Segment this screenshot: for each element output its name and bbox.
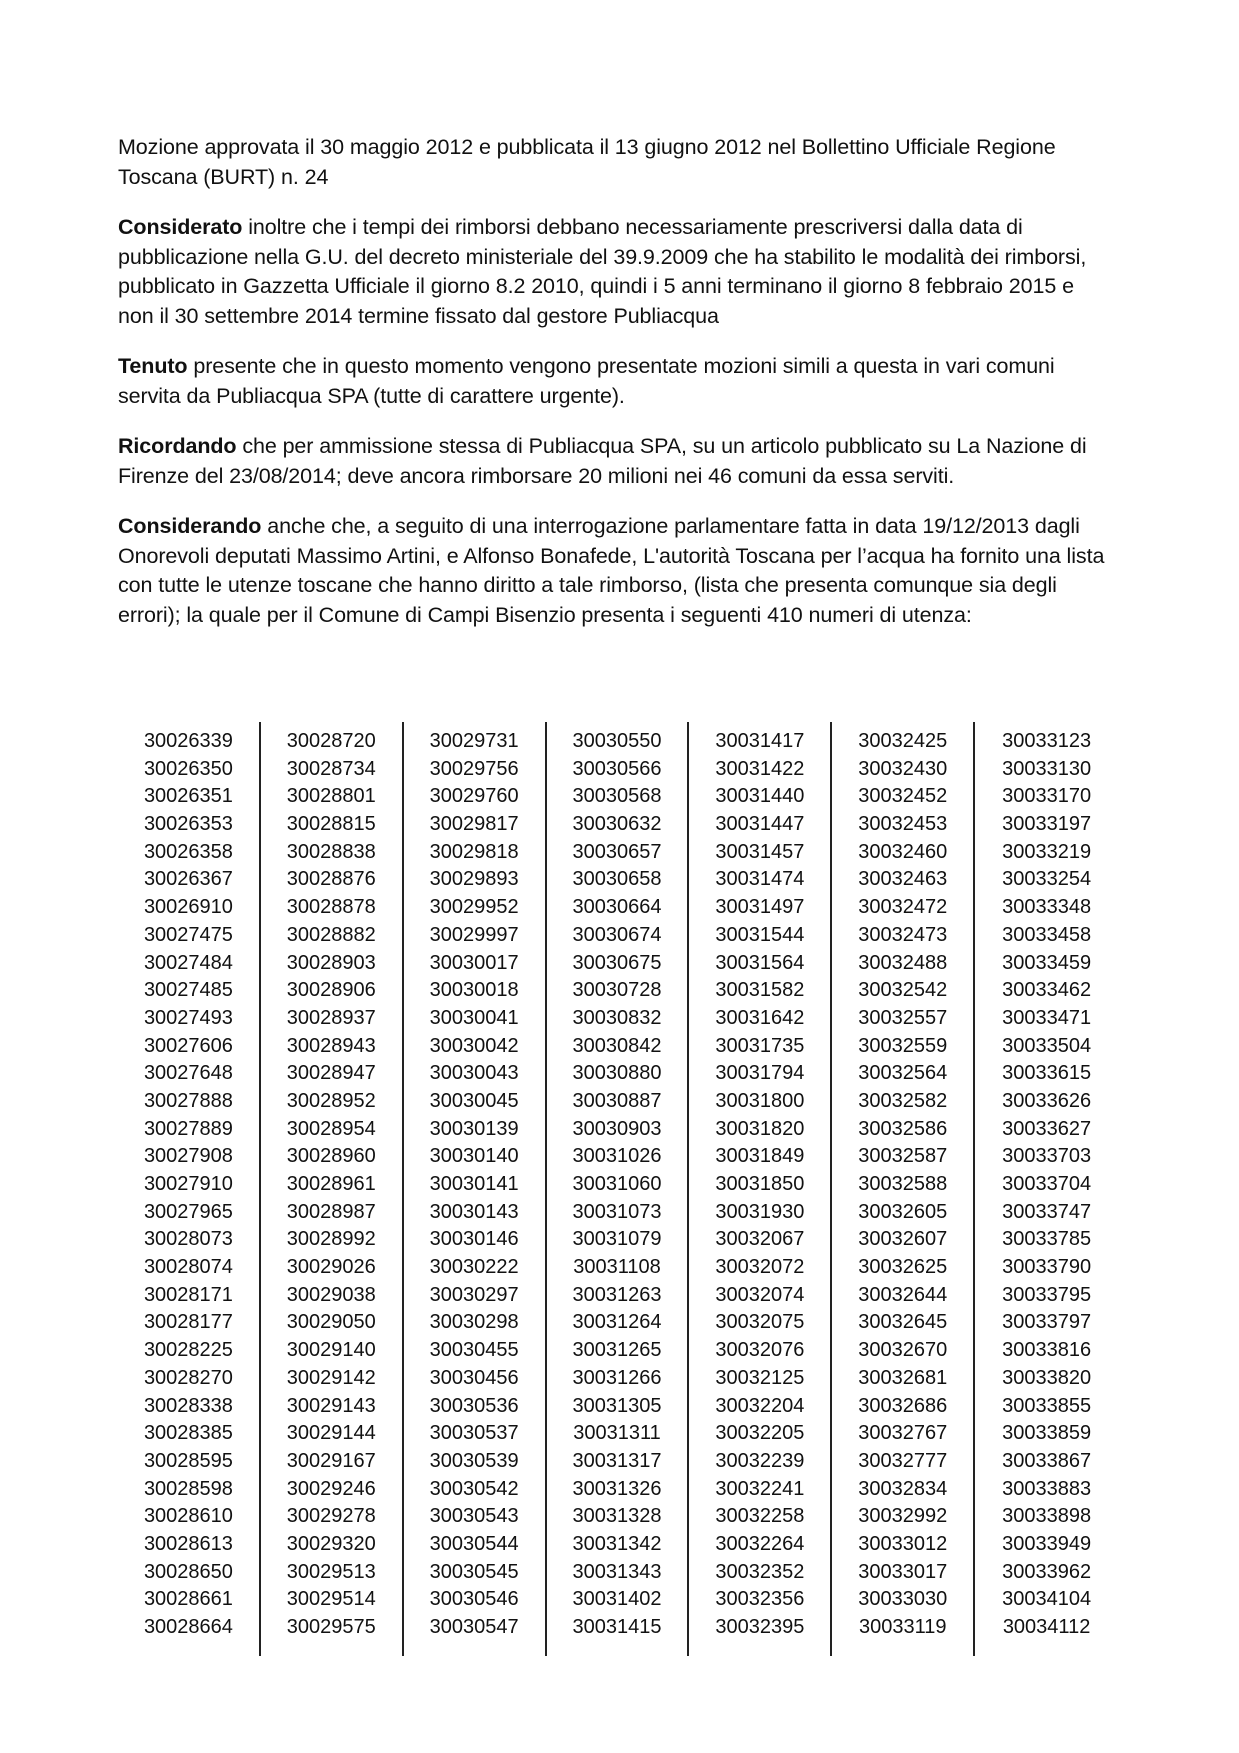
utenza-number: 30029142: [286, 1366, 376, 1389]
utenza-number: 30032559: [858, 1034, 948, 1057]
utenza-number: 30032067: [715, 1228, 805, 1251]
utenza-number: 30031422: [715, 757, 805, 780]
utenza-number: 30026350: [143, 757, 233, 780]
utenza-number: 30028954: [286, 1117, 376, 1140]
utenza-number: 30033867: [1002, 1449, 1092, 1472]
utenza-number: 30033855: [1002, 1394, 1092, 1417]
utenza-number: 30031342: [572, 1532, 662, 1555]
utenza-number: 30028952: [286, 1089, 376, 1112]
utenza-number: 30031544: [715, 923, 805, 946]
utenza-number: 30032992: [858, 1505, 948, 1528]
utenza-number: 30031317: [572, 1449, 662, 1472]
utenza-number: 30031417: [715, 730, 805, 752]
utenza-number: 30032125: [715, 1366, 805, 1389]
utenza-number: 30033797: [1002, 1311, 1092, 1334]
utenza-number: 30031328: [572, 1505, 662, 1528]
utenza-number: 30031311: [573, 1422, 661, 1445]
utenza-number: 30032074: [715, 1283, 805, 1306]
utenza-number: 30028937: [286, 1006, 376, 1029]
utenza-number: 30031794: [715, 1062, 805, 1085]
utenza-number: 30032625: [858, 1256, 948, 1279]
utenza-number: 30034112: [1002, 1616, 1091, 1638]
utenza-number: 30030045: [429, 1089, 519, 1112]
utenza-number: 30032076: [715, 1339, 805, 1362]
utenza-number: 30032588: [858, 1173, 948, 1195]
utenza-number: 30030657: [572, 840, 662, 863]
utenza-number: 30029731: [429, 730, 519, 752]
utenza-number: 30028650: [143, 1560, 233, 1583]
utenza-number: 30027493: [143, 1006, 233, 1029]
utenza-number: 30032352: [715, 1560, 805, 1583]
utenze-column: [547, 722, 690, 1656]
utenza-number: 30031108: [573, 1256, 661, 1279]
utenza-number: 30030143: [429, 1200, 519, 1223]
utenza-number: 30031073: [572, 1200, 662, 1223]
utenza-number: 30027910: [143, 1173, 233, 1195]
utenza-number: 30030297: [429, 1283, 519, 1306]
utenza-number: 30031263: [572, 1283, 662, 1306]
utenza-number: 30030568: [572, 785, 662, 808]
utenza-number: 30030537: [429, 1422, 519, 1445]
utenza-number: 30028338: [143, 1394, 233, 1417]
paragraph-text: inoltre che i tempi dei rimborsi debbano necessariamente prescriversi dalla data di pubblicazione nella G.U. del decreto ministeriale del 39.9.2009 che ha stabilito le modalità dei rimborsi, pubblicato in Gazzetta Ufficiale il giorno 8.2 2010, quindi i 5 anni terminano il giorno 8 febbraio 2015 e non il 30 settembre 2014 termine fissato dal gestore Publiacqua: [118, 215, 1087, 328]
utenza-number: 30029513: [286, 1560, 376, 1583]
utenza-number: 30033883: [1002, 1477, 1092, 1500]
utenza-number: 30032767: [858, 1422, 948, 1445]
utenza-number: 30031474: [715, 868, 805, 891]
utenza-number: 30032395: [715, 1616, 805, 1638]
utenza-number: 30033459: [1002, 951, 1092, 974]
utenza-number: 30031564: [715, 951, 805, 974]
utenza-number: 30028838: [286, 840, 376, 863]
utenza-number: 30031930: [715, 1200, 805, 1223]
utenza-number: 30033012: [858, 1532, 948, 1555]
utenza-number: 30031820: [715, 1117, 805, 1140]
utenza-number: 30033790: [1002, 1256, 1092, 1279]
utenza-number: 30033898: [1002, 1505, 1092, 1528]
utenza-number: 30029952: [429, 896, 519, 919]
utenza-number: 30029026: [286, 1256, 376, 1279]
paragraph-text: che per ammissione stessa di Publiacqua SPA, su un articolo pubblicato su La Nazione di Firenze del 23/08/2014; deve ancora rimborsare 20 milioni nei 46 comuni da essa serviti.: [118, 434, 1087, 488]
utenza-number: 30030455: [429, 1339, 519, 1362]
utenza-number: 30033123: [1002, 730, 1092, 752]
utenza-number: 30032204: [715, 1394, 805, 1417]
utenza-number: 30030536: [429, 1394, 519, 1417]
utenza-number: 30028943: [286, 1034, 376, 1057]
utenza-number: 30031265: [572, 1339, 662, 1362]
utenza-number: 30031079: [572, 1228, 662, 1251]
utenza-number: 30028987: [286, 1200, 376, 1223]
utenza-number: 30030664: [572, 896, 662, 919]
utenza-number: 30029514: [286, 1588, 376, 1611]
utenza-number: 30033254: [1002, 868, 1092, 891]
utenza-number: 30031264: [572, 1311, 662, 1334]
utenza-number: 30031497: [715, 896, 805, 919]
paragraph-lead-word: Tenuto: [118, 354, 188, 378]
utenza-number: 30029246: [286, 1477, 376, 1500]
paragraph: [118, 213, 1108, 331]
utenza-number: 30030041: [429, 1006, 519, 1029]
utenza-number: 30026339: [143, 730, 233, 752]
paragraph: [118, 352, 1108, 411]
utenza-number: 30029167: [286, 1449, 376, 1472]
utenza-number: 30030547: [429, 1616, 519, 1638]
utenza-number: 30032644: [858, 1283, 948, 1306]
paragraph-lead-word: Ricordando: [118, 434, 237, 458]
utenza-number: 30026910: [143, 896, 233, 919]
utenza-number: 30028878: [286, 896, 376, 919]
utenza-number: 30028598: [143, 1477, 233, 1500]
paragraph: [118, 432, 1108, 491]
utenza-number: 30032605: [858, 1200, 948, 1223]
utenza-number: 30028664: [143, 1616, 233, 1638]
utenza-number: 30028960: [286, 1145, 376, 1168]
utenza-number: 30032586: [858, 1117, 948, 1140]
utenza-number: 30030887: [572, 1089, 662, 1112]
utenza-number: 30028961: [286, 1173, 376, 1195]
utenza-number: 30029893: [429, 868, 519, 891]
utenza-number: 30031402: [572, 1588, 662, 1611]
utenza-number: 30028720: [286, 730, 376, 752]
utenza-number: 30031266: [572, 1366, 662, 1389]
utenza-number: 30032075: [715, 1311, 805, 1334]
utenza-number: 30030018: [429, 979, 519, 1002]
utenza-number: 30027475: [143, 923, 233, 946]
utenza-number: 30030140: [429, 1145, 519, 1168]
utenza-number: 30032473: [858, 923, 948, 946]
utenze-column: [975, 722, 1118, 1656]
utenza-number: 30032453: [858, 813, 948, 836]
utenza-number: 30030539: [429, 1449, 519, 1472]
utenza-number: 30032239: [715, 1449, 805, 1472]
utenza-number: 30030550: [572, 730, 662, 752]
utenza-number: 30032777: [858, 1449, 948, 1472]
utenza-number: 30032564: [858, 1062, 948, 1085]
utenza-number: 30033626: [1002, 1089, 1092, 1112]
paragraph: [118, 133, 1108, 192]
utenza-number: 30030141: [429, 1173, 519, 1195]
utenza-number: 30033130: [1002, 757, 1092, 780]
utenza-number: 30033859: [1002, 1422, 1092, 1445]
utenza-number: 30028225: [143, 1339, 233, 1362]
utenza-number: 30033458: [1002, 923, 1092, 946]
utenza-number: 30026358: [143, 840, 233, 863]
utenza-number: 30030017: [429, 951, 519, 974]
utenza-number: 30032460: [858, 840, 948, 863]
utenza-number: 30031457: [715, 840, 805, 863]
utenza-number: 30027908: [143, 1145, 233, 1168]
utenza-number: 30032264: [715, 1532, 805, 1555]
utenza-number: 30030632: [572, 813, 662, 836]
utenza-number: 30031026: [572, 1145, 662, 1168]
utenza-number: 30028815: [286, 813, 376, 836]
utenza-number: 30029756: [429, 757, 519, 780]
utenza-number: 30031850: [715, 1173, 805, 1195]
utenza-number: 30032686: [858, 1394, 948, 1417]
utenza-number: 30031326: [572, 1477, 662, 1500]
utenza-number: 30026351: [143, 785, 233, 808]
utenza-number: 30032425: [858, 730, 948, 752]
utenza-number: 30027965: [143, 1200, 233, 1223]
utenza-number: 30031582: [715, 979, 805, 1002]
utenza-number: 30029760: [429, 785, 519, 808]
utenza-number: 30030544: [429, 1532, 519, 1555]
utenza-number: 30032607: [858, 1228, 948, 1251]
utenza-number: 30031305: [572, 1394, 662, 1417]
utenza-number: 30028661: [143, 1588, 233, 1611]
utenza-number: 30031800: [715, 1089, 805, 1112]
utenza-number: 30028177: [143, 1311, 233, 1334]
utenza-number: 30033703: [1002, 1145, 1092, 1168]
utenza-number: 30029575: [286, 1616, 376, 1638]
utenza-number: 30027648: [143, 1062, 233, 1085]
utenza-number: 30031343: [572, 1560, 662, 1583]
utenza-number: 30032072: [715, 1256, 805, 1279]
utenze-column: [832, 722, 975, 1656]
utenza-number: 30030298: [429, 1311, 519, 1334]
utenza-number: 30028385: [143, 1422, 233, 1445]
utenza-number: 30030880: [572, 1062, 662, 1085]
paragraph: [118, 512, 1108, 630]
utenza-number: 30028734: [286, 757, 376, 780]
utenza-number: 30032645: [858, 1311, 948, 1334]
utenza-number: 30026353: [143, 813, 233, 836]
utenza-number: 30029997: [429, 923, 519, 946]
utenza-number: 30032430: [858, 757, 948, 780]
utenza-number: 30033219: [1002, 840, 1092, 863]
utenza-number: 30029144: [286, 1422, 376, 1445]
paragraph-text: anche che, a seguito di una interrogazione parlamentare fatta in data 19/12/2013 dagli Onorevoli deputati Massimo Artini, e Alfonso Bonafede, L'autorità Toscana per l’acqua ha fornito una lista con tutte le utenze toscane che hanno diritto a tale rimborso, (lista che presenta comunque sia degli errori); la quale per il Comune di Campi Bisenzio presenta i seguenti 410 numeri di utenza:: [118, 514, 1105, 627]
utenza-number: 30028882: [286, 923, 376, 946]
document-body: [118, 133, 1108, 651]
utenza-number: 30029817: [429, 813, 519, 836]
utenza-number: 30029818: [429, 840, 519, 863]
utenza-number: 30031415: [572, 1616, 662, 1638]
utenza-number: 30029278: [286, 1505, 376, 1528]
utenza-number: 30030042: [429, 1034, 519, 1057]
paragraph-lead-word: Considerato: [118, 215, 243, 239]
utenza-number: 30028801: [286, 785, 376, 808]
utenza-number: 30031060: [572, 1173, 662, 1195]
utenze-column: [118, 722, 261, 1656]
utenza-number: 30029320: [286, 1532, 376, 1555]
utenza-number: 30033962: [1002, 1560, 1092, 1583]
utenza-number: 30031642: [715, 1006, 805, 1029]
utenza-number: 30029050: [286, 1311, 376, 1334]
utenza-number: 30028270: [143, 1366, 233, 1389]
utenza-number: 30028073: [143, 1228, 233, 1251]
utenza-number: 30033747: [1002, 1200, 1092, 1223]
utenza-number: 30032241: [715, 1477, 805, 1500]
utenza-number: 30030542: [429, 1477, 519, 1500]
utenza-number: 30030456: [429, 1366, 519, 1389]
utenze-column: [261, 722, 404, 1656]
utenza-number: 30029038: [286, 1283, 376, 1306]
utenza-number: 30032472: [858, 896, 948, 919]
utenza-number: 30030832: [572, 1006, 662, 1029]
utenza-number: 30032587: [858, 1145, 948, 1168]
utenza-number: 30032582: [858, 1089, 948, 1112]
utenza-number: 30030842: [572, 1034, 662, 1057]
utenza-number: 30027485: [143, 979, 233, 1002]
utenza-number: 30028876: [286, 868, 376, 891]
paragraph-lead-word: Considerando: [118, 514, 262, 538]
utenze-column: [404, 722, 547, 1656]
utenza-number: 30029140: [286, 1339, 376, 1362]
utenza-number: 30032452: [858, 785, 948, 808]
utenza-number: 30032463: [858, 868, 948, 891]
utenza-number: 30028992: [286, 1228, 376, 1251]
utenza-number: 30031849: [715, 1145, 805, 1168]
utenza-number: 30032258: [715, 1505, 805, 1528]
utenza-number: 30027889: [143, 1117, 233, 1140]
utenza-number: 30028171: [143, 1283, 233, 1306]
utenza-number: 30027484: [143, 951, 233, 974]
utenza-number: 30027606: [143, 1034, 233, 1057]
utenza-number: 30033820: [1002, 1366, 1092, 1389]
utenza-number: 30032681: [858, 1366, 948, 1389]
utenza-number: 30033504: [1002, 1034, 1092, 1057]
utenza-number: 30030566: [572, 757, 662, 780]
utenza-number: 30033704: [1002, 1173, 1092, 1195]
utenza-number: 30033627: [1002, 1117, 1092, 1140]
utenza-number: 30033795: [1002, 1283, 1092, 1306]
utenza-number: 30029143: [286, 1394, 376, 1417]
utenza-number: 30027888: [143, 1089, 233, 1112]
utenza-number: 30031447: [715, 813, 805, 836]
utenza-number: 30032542: [858, 979, 948, 1002]
utenza-number: 30032557: [858, 1006, 948, 1029]
utenza-number: 30030222: [429, 1256, 519, 1279]
utenza-number: 30030543: [429, 1505, 519, 1528]
utenza-number: 30033471: [1002, 1006, 1092, 1029]
utenza-number: 30030043: [429, 1062, 519, 1085]
utenza-number: 30030728: [572, 979, 662, 1002]
utenza-number: 30032356: [715, 1588, 805, 1611]
utenze-column: [689, 722, 832, 1656]
utenza-number: 30033785: [1002, 1228, 1092, 1251]
utenza-number: 30032205: [715, 1422, 805, 1445]
utenza-number: 30032834: [858, 1477, 948, 1500]
utenza-number: 30030903: [572, 1117, 662, 1140]
utenza-number: 30028613: [143, 1532, 233, 1555]
utenza-number: 30030139: [429, 1117, 519, 1140]
utenza-number: 30028610: [143, 1505, 233, 1528]
utenza-number: 30033197: [1002, 813, 1092, 836]
utenza-number: 30030146: [429, 1228, 519, 1251]
utenza-number: 30033615: [1002, 1062, 1092, 1085]
paragraph-text: presente che in questo momento vengono presentate mozioni simili a questa in vari comuni servita da Publiacqua SPA (tutte di carattere urgente).: [118, 354, 1055, 408]
utenza-number: 30028903: [286, 951, 376, 974]
utenza-number: 30033017: [858, 1560, 948, 1583]
utenza-number: 30030545: [429, 1560, 519, 1583]
utenza-number: 30028947: [286, 1062, 376, 1085]
utenza-number: 30033170: [1002, 785, 1092, 808]
utenza-number: 30032670: [858, 1339, 948, 1362]
utenza-number: 30034104: [1002, 1588, 1092, 1611]
utenza-number: 30028595: [143, 1449, 233, 1472]
utenze-table: [118, 722, 1118, 1656]
utenza-number: 30033949: [1002, 1532, 1092, 1555]
utenza-number: 30026367: [143, 868, 233, 891]
utenza-number: 30030546: [429, 1588, 519, 1611]
utenza-number: 30032488: [858, 951, 948, 974]
paragraph-text: Mozione approvata il 30 maggio 2012 e pubblicata il 13 giugno 2012 nel Bollettino Ufficiale Regione Toscana (BURT) n. 24: [118, 135, 1056, 189]
utenza-number: 30028906: [286, 979, 376, 1002]
utenza-number: 30033119: [858, 1616, 947, 1638]
utenza-number: 30033816: [1002, 1339, 1092, 1362]
utenza-number: 30030675: [572, 951, 662, 974]
utenza-number: 30030674: [572, 923, 662, 946]
utenza-number: 30031440: [715, 785, 805, 808]
utenza-number: 30033030: [858, 1588, 948, 1611]
utenza-number: 30033462: [1002, 979, 1092, 1002]
utenza-number: 30030658: [572, 868, 662, 891]
utenza-number: 30031735: [715, 1034, 805, 1057]
utenza-number: 30028074: [143, 1256, 233, 1279]
utenza-number: 30033348: [1002, 896, 1092, 919]
